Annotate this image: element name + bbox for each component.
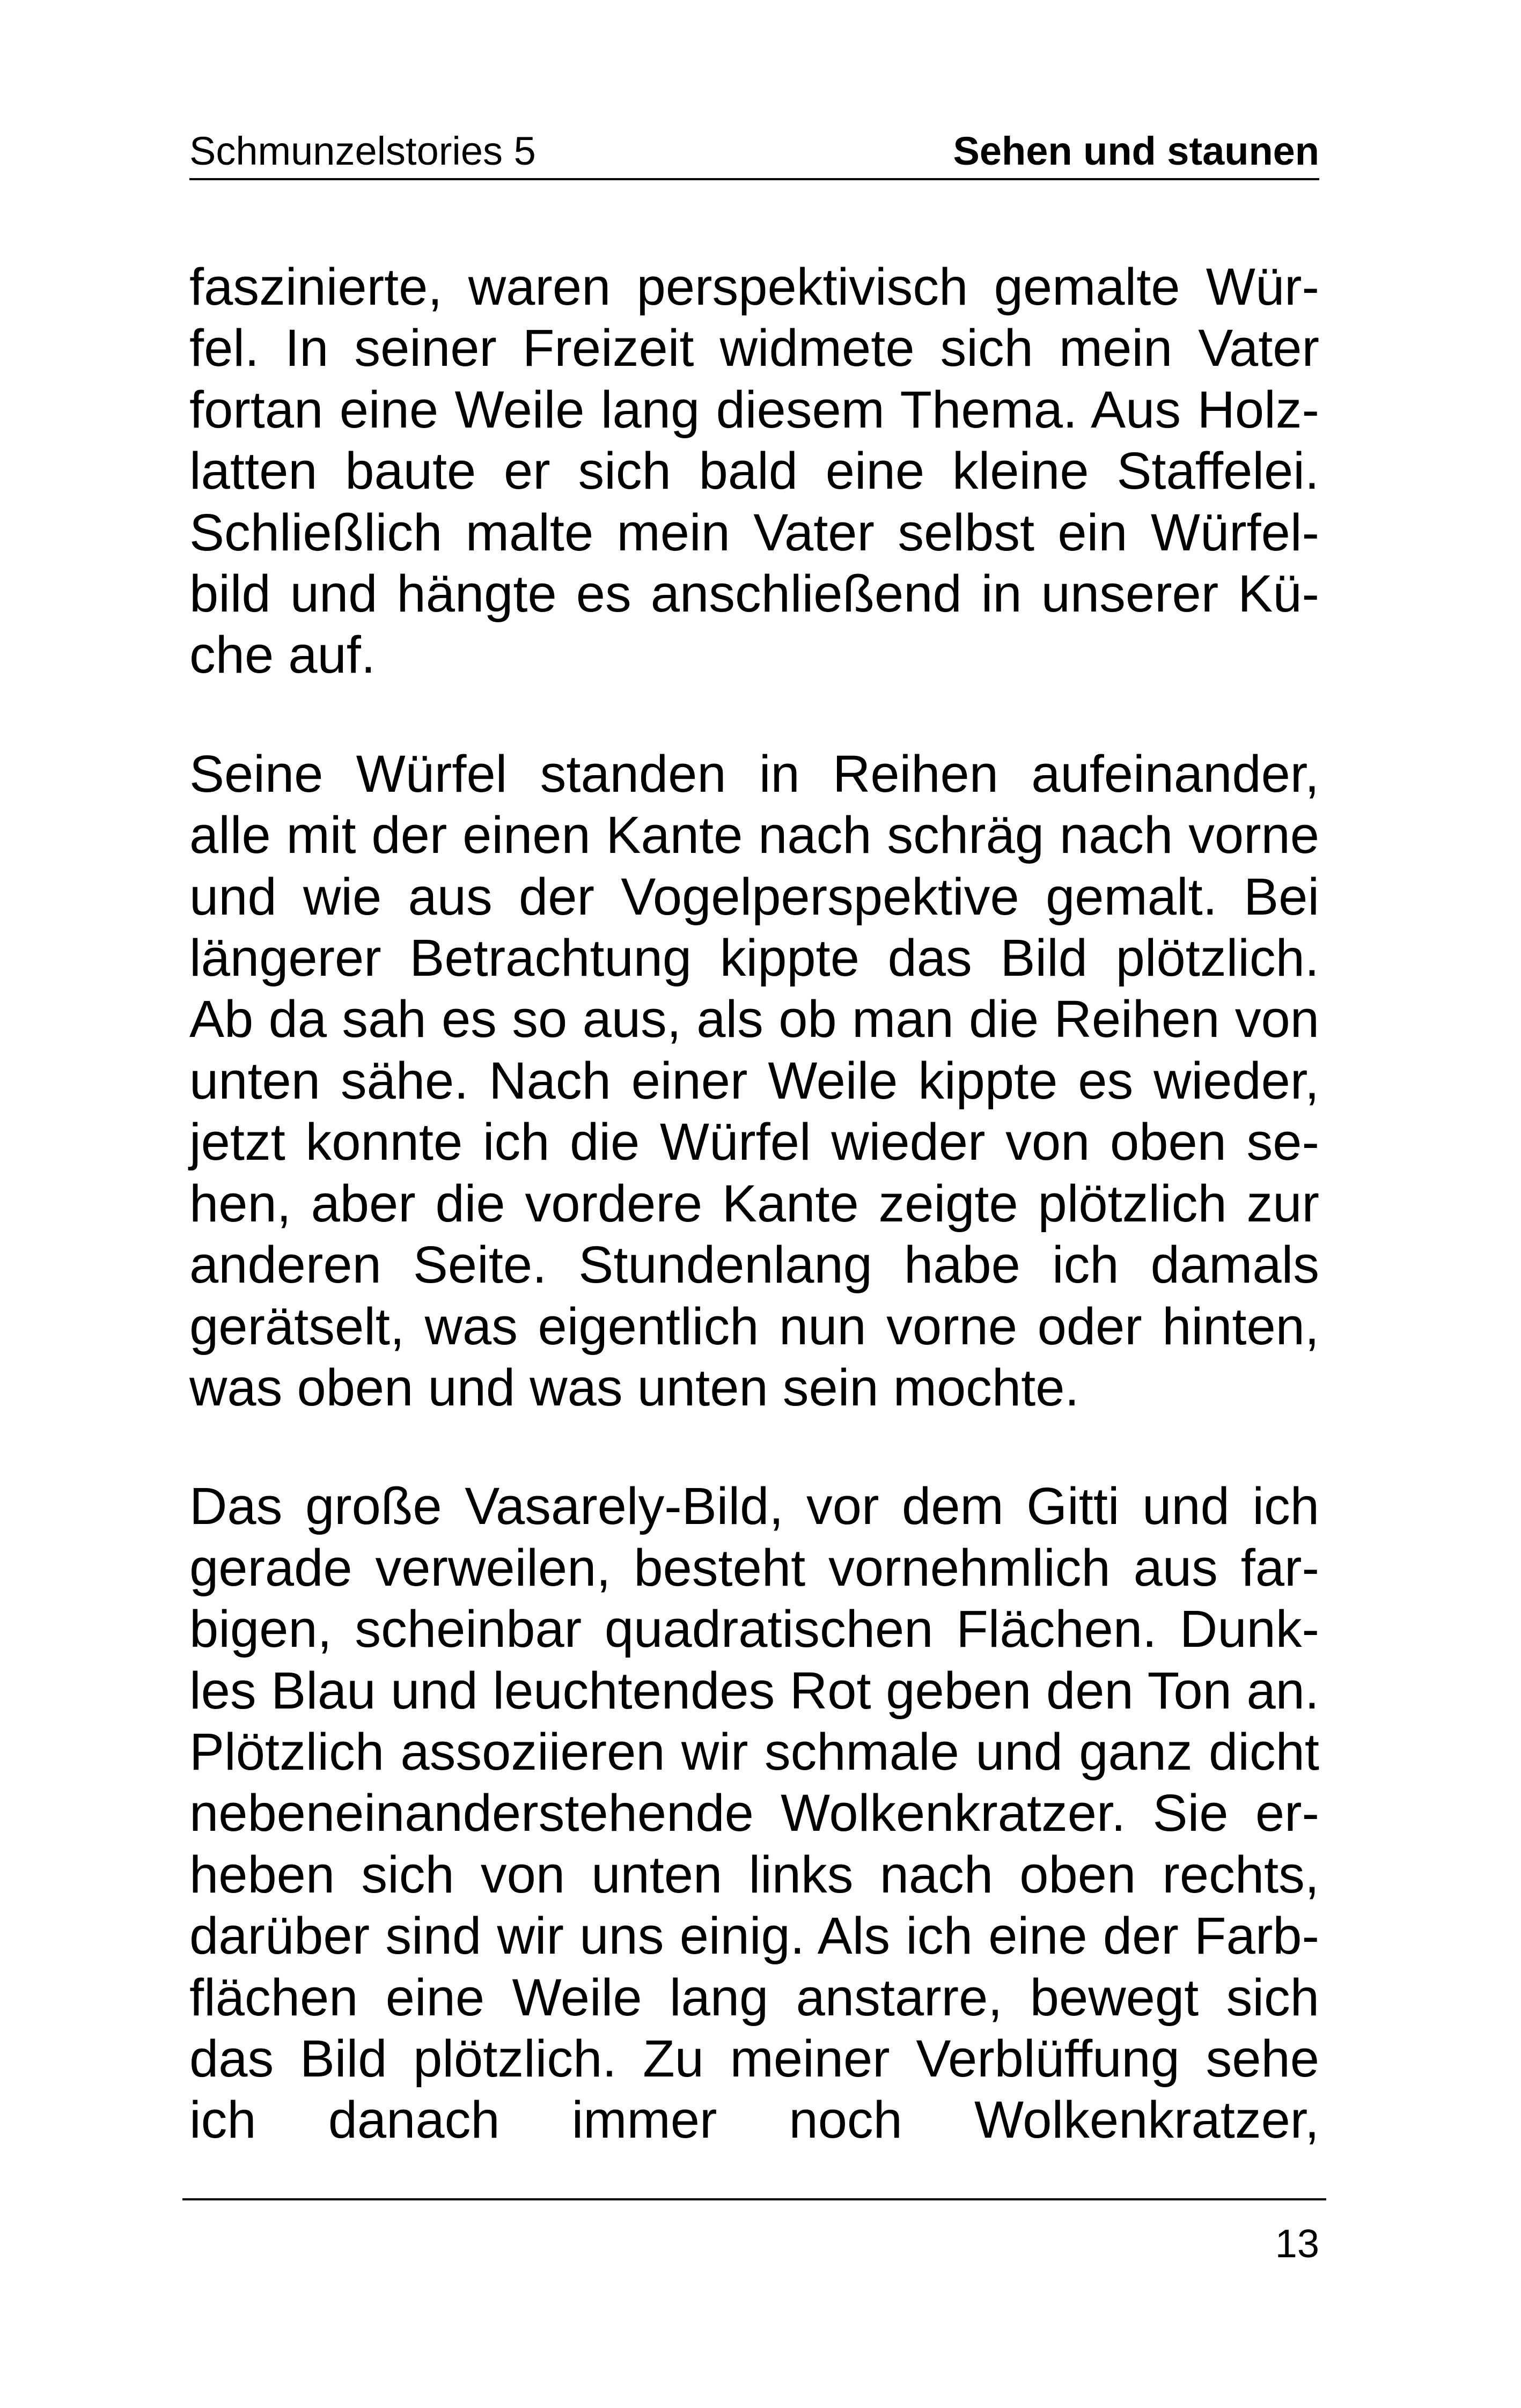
page-number: 13 — [1275, 2221, 1319, 2266]
paragraph-2: Seine Würfel standen in Reihen aufeinander, alle mit der einen Kante nach schräg nach vorne und wie aus der Vogelperspektive gemalt. Bei längerer Betrachtung kippte das Bild plötzlich. Ab da sah es so aus, als ob man die Reihen von unten sähe. Nach einer Weile kippte es wieder, jetzt konnte ich die Würfel wieder von oben sehen, aber die vordere Kante zeigte plötzlich zur anderen Seite. Stundenlang habe ich damals gerätselt, was eigentlich nun vorne oder hinten, was oben und was unten sein mochte. — [189, 744, 1319, 1417]
book-title: Schmunzelstories 5 — [189, 129, 536, 173]
chapter-title: Sehen und staunen — [953, 129, 1319, 173]
paragraph-3: Das große Vasarely-Bild, vor dem Gitti und ich gerade verweilen, besteht vornehmlich aus farbigen, scheinbar quadratischen Flächen. Dunkles Blau und leuchtendes Rot geben den Ton an. Plötzlich assoziieren wir schmale und ganz dicht nebeneinanderstehende Wolkenkratzer. Sie erheben sich von unten links nach oben rechts, darüber sind wir uns einig. Als ich eine der Farbflächen eine Weile lang anstarre, bewegt sich das Bild plötzlich. Zu meiner Verblüffung sehe ich danach immer noch Wolkenkratzer, — [189, 1477, 1319, 2149]
footer-rule — [182, 2198, 1326, 2200]
body-text — [189, 256, 1319, 2151]
paragraph-1: faszinierte, waren perspektivisch gemalte Würfel. In seiner Freizeit widmete sich mein Vater fortan eine Weile lang diesem Thema. Aus Holzlatten baute er sich bald eine kleine Staffelei. Schließlich malte mein Vater selbst ein Würfelbild und hängte es anschließend in unserer Küche auf. — [189, 257, 1319, 684]
running-header — [189, 124, 1319, 180]
